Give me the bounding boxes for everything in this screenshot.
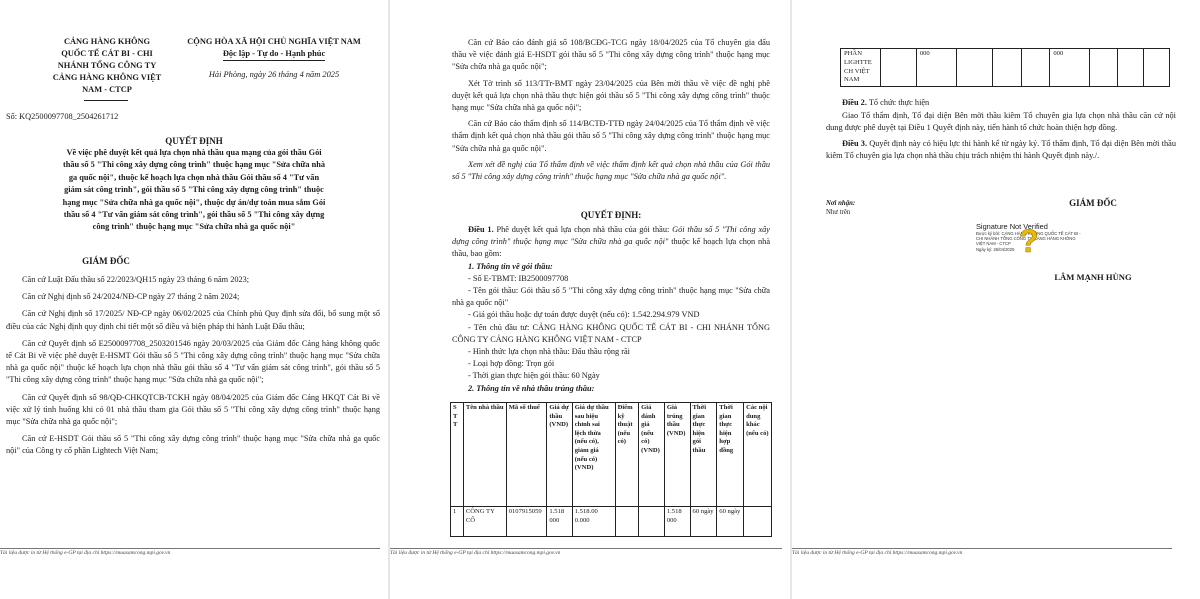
winning-bidder-table: [450, 402, 772, 537]
svg-text:?: ?: [1019, 223, 1039, 257]
digital-signature-block: [976, 222, 1146, 262]
table-cell: 0107915059: [506, 507, 547, 537]
document-title: QUYẾT ĐỊNH: [165, 136, 223, 146]
document-page-3: [792, 0, 1200, 599]
signer-title: GIÁM ĐỐC: [1069, 198, 1117, 208]
table-cell: 1.518 000: [547, 507, 572, 537]
table-cell: 000: [916, 49, 956, 87]
place-date: Hải Phòng, ngày 26 tháng 4 năm 2025: [208, 70, 340, 80]
table-header-cell: Giá dự thầu (VND): [547, 403, 572, 507]
table-row: [841, 49, 1170, 87]
section-package-info: 1. Thông tin về gói thầu:: [468, 261, 553, 271]
document-number: Số: KQ2500097708_2504261712: [6, 112, 119, 121]
legal-basis-item: Căn cứ Nghị định số 17/2025/ NĐ-CP ngày 06/02/2025 của Chính phủ Quy định sửa đổi, bổ sung một số điều của các Nghị định quy định chi tiết một số điều và biện pháp thi hành Luật Đấu thầu;: [6, 309, 380, 331]
table-header-cell: Giá trúng thầu (VND): [664, 403, 690, 507]
article-1: Điều 1. Phê duyệt kết quả lựa chọn nhà thầu của gói thầu: Gói thầu số 5 "Thi công xây dựng công trình" thuộc hạng mục "Sửa chữa nhà ga quốc nội" thuộc kế hoạch lựa chọn nhà thầu, bao gồm: 1. Thông tin về gói thầu: - Số E-TBMT: IB2500097708 - Tên gói thầu: Gói thầu số 5 "Thi công xây dựng công trình" thuộc hạng mục "Sửa chữa nhà ga quốc nội" - Giá gói thầu hoặc dự toán được duyệt (nếu có): 1.542.294.979 VND - Tên chủ đầu tư: CẢNG HÀNG KHÔNG QUỐC TẾ CÁT BI - CHI NHÁNH TỔNG CÔNG TY CẢNG HÀNG KHÔNG VIỆT NAM - CTCP - Hình thức lựa chọn nhà thầu: Đấu thầu rộng rãi - Loại hợp đồng: Trọn gói - Thời gian thực hiện gói thầu: 60 Ngày 2. Thông tin về nhà thầu trúng thầu:: [452, 224, 770, 395]
legal-basis-item: Căn cứ E-HSDT Gói thầu số 5 "Thi công xây dựng công trình" thuộc hạng mục "Sửa chữa nhà ga quốc nội" của Công ty cổ phần Lightech Việt Nam;: [6, 434, 380, 456]
article-1-label: Điều 1.: [468, 225, 494, 234]
national-motto: Độc lập - Tự do - Hạnh phúc: [176, 48, 372, 61]
table-cell: 1.518 000: [664, 507, 690, 537]
table-header-row: [451, 403, 772, 507]
legal-basis-list: [6, 274, 380, 458]
footer-rule: [792, 548, 1172, 549]
decision-heading: QUYẾT ĐỊNH:: [580, 210, 642, 220]
table-header-cell: Mã số thuế: [506, 403, 547, 507]
package-info-item: - Tên gói thầu: Gói thầu số 5 "Thi công xây dựng công trình" thuộc hạng mục "Sửa chữa nhà ga quốc nội": [452, 286, 770, 308]
authority-title: GIÁM ĐỐC: [82, 256, 130, 266]
recipients: Nơi nhận: Như trên: [826, 200, 856, 216]
table-cell: [615, 507, 639, 537]
article-3: Điều 3. Quyết định này có hiệu lực thi hành kể từ ngày ký. Tổ thẩm định, Tổ đại diện Bên mời thầu kiêm Tổ chuyên gia lựa chọn nhà thầu chịu trách nhiệm thi hành Quyết định này./.: [826, 138, 1176, 161]
table-header-cell: S T T: [451, 403, 464, 507]
footer-rule: [0, 548, 380, 549]
issuing-organization: CẢNG HÀNG KHÔNG QUỐC TẾ CÁT BI - CHI NHÁNH TỔNG CÔNG TY CẢNG HÀNG KHÔNG VIỆT NAM - CTCP: [52, 37, 162, 94]
signature-status: Signature Not Verified: [976, 222, 1048, 231]
table-cell: [639, 507, 665, 537]
package-info-item: - Loại hợp đồng: Trọn gói: [468, 359, 555, 369]
appraisal-request: Xem xét đề nghị của Tổ thẩm định về việc thẩm định kết quả chọn nhà thầu của Gói thầu số 5 "Thi công xây dựng công trình" thuộc hạng mục "Sửa chữa nhà ga quốc nội".: [452, 159, 770, 182]
review-basis-item: Căn cứ Báo cáo thẩm định số 114/BCTĐ-TTĐ ngày 24/04/2025 của Tổ thẩm định về việc thẩm định kết quả chọn nhà thầu gói thầu số 5 "Thi công xây dựng công trình" thuộc hạng mục "Sửa chữa nhà ga quốc nội".: [452, 119, 770, 153]
table-header-cell: Tên nhà thầu: [463, 403, 506, 507]
document-page-2: [390, 0, 790, 599]
table-cell: 60 ngày: [717, 507, 744, 537]
table-cell: 60 ngày: [690, 507, 717, 537]
package-info-item: - Thời gian thực hiện gói thầu: 60 Ngày: [468, 371, 600, 381]
table-row: [451, 507, 772, 537]
org-underline: [84, 100, 128, 101]
signature-details: Được ký bởi: CẢNG HÀNG KHÔNG QUỐC TẾ CÁT BI - CHI NHÁNH TỔNG CÔNG TY CẢNG HÀNG KHÔNG VIỆT NAM - CTCP Ngày ký: 26/04/2025: [976, 231, 1081, 252]
signature-question-mark-icon: [1016, 223, 1040, 257]
footer-rule: [390, 548, 782, 549]
page-footer: Tài liệu được in từ Hệ thống e-GP tại địa chỉ https://muasamcong.mpi.gov.vn: [390, 550, 561, 556]
table-cell: [744, 507, 772, 537]
package-info-item: - Giá gói thầu hoặc dự toán được duyệt (nếu có): 1.542.294.979 VND: [468, 310, 700, 320]
bidder-table-continuation: [840, 48, 1170, 87]
section-winner-info: 2. Thông tin về nhà thầu trúng thầu:: [468, 383, 595, 393]
signer-name: LÂM MẠNH HÙNG: [1054, 272, 1132, 282]
article-2-heading: Điều 2. Tổ chức thực hiện: [842, 98, 930, 107]
articles-2-3: [826, 97, 1176, 163]
legal-basis-item: Căn cứ Quyết định số 98/QĐ-CHKQTCB-TCKH ngày 08/04/2025 của Giám đốc Cảng HKQT Cát Bi về việc xử lý tình huống khi có 01 nhà thầu tham gia Gói thầu số 5 "Thi công xây dựng công trình" thuộc hạng mục "Sửa chữa nhà ga quốc nội";: [6, 392, 380, 427]
table-cell: PHẦN LIGHTTE CH VIỆT NAM: [841, 49, 881, 87]
document-subject: Về việc phê duyệt kết quả lựa chọn nhà thầu qua mạng của gói thầu Gói thầu số 5 "Thi công xây dựng công trình" thuộc hạng mục "Sửa chữa nhà ga quốc nội", thuộc kế hoạch lựa chọn nhà thầu Gói thầu số 4 "Tư vấn giám sát công trình", gói thầu số 5 "Thi công xây dựng công trình" thuộc hạng mục "Sửa chữa nhà ga quốc nội", thuộc dự án/dự toán mua sắm Gói thầu số 4 "Tư vấn giám sát công trình", gói thầu số 5 "Thi công xây dựng công trình" thuộc hạng mục "Sửa chữa nhà ga quốc nội": [62, 148, 326, 232]
document-page-1: [0, 0, 388, 599]
table-cell: 1.518.00 0.000: [572, 507, 615, 537]
page-footer: Tài liệu được in từ Hệ thống e-GP tại địa chỉ https://muasamcong.mpi.gov.vn: [792, 550, 963, 556]
page-footer: Tài liệu được in từ Hệ thống e-GP tại địa chỉ https://muasamcong.mpi.gov.vn: [0, 550, 171, 556]
table-header-cell: Các nội dung khác (nếu có): [744, 403, 772, 507]
table-header-cell: Thời gian thực hiện hợp đồng: [717, 403, 744, 507]
table-header-cell: Điểm kỹ thuật (nếu có): [615, 403, 639, 507]
table-cell: CÔNG TY CỔ: [463, 507, 506, 537]
package-name: Gói thầu số 5 "Thi công xây dựng công trình" thuộc hạng mục "Sửa chữa nhà ga quốc nội": [452, 225, 770, 247]
review-basis-item: Căn cứ Báo cáo đánh giá số 108/BCĐG-TCG ngày 18/04/2025 của Tổ chuyên gia đấu thầu về việc đánh giá E-HSDT gói thầu số 5 "Thi công xây dựng công trình" thuộc hạng mục "Sửa chữa nhà ga quốc nội";: [452, 38, 770, 72]
review-basis-item: Xét Tờ trình số 113/TTr-BMT ngày 23/04/2025 của Bên mời thầu về việc đề nghị phê duyệt kết quả lựa chọn nhà thầu thực hiện gói thầu số 5 "Thi công xây dựng công trình" thuộc hạng mục "Sửa chữa nhà ga quốc nội";: [452, 78, 770, 113]
national-header: CỘNG HÒA XÃ HỘI CHỦ NGHĨA VIỆT NAM Độc lập - Tự do - Hạnh phúc Hải Phòng, ngày 26 tháng 4 năm 2025: [176, 36, 372, 82]
table-cell: 1: [451, 507, 464, 537]
table-header-cell: Thời gian thực hiện gói thầu: [690, 403, 717, 507]
legal-basis-item: Căn cứ Luật Đấu thầu số 22/2023/QH15 ngày 23 tháng 6 năm 2023;: [22, 275, 250, 284]
package-info-item: - Tên chủ đầu tư: CẢNG HÀNG KHÔNG QUỐC TẾ CÁT BI - CHI NHÁNH TỔNG CÔNG TY CẢNG HÀNG KHÔNG VIỆT NAM - CTCP: [452, 322, 770, 344]
package-info-item: - Số E-TBMT: IB2500097708: [468, 273, 569, 283]
package-info-item: - Hình thức lựa chọn nhà thầu: Đấu thầu rộng rãi: [468, 347, 630, 357]
table-header-cell: Giá dự thầu sau hiệu chỉnh sai lệch thừa (nếu có), giảm giá (nếu có) (VND): [572, 403, 615, 507]
review-basis-list: [452, 37, 770, 183]
table-header-cell: Giá đánh giá (nếu có) (VND): [639, 403, 665, 507]
article-2-text: Giao Tổ thẩm định, Tổ đại diện Bên mời thầu kiêm Tổ chuyên gia lựa chọn nhà thầu căn cứ nội dung được phê duyệt tại Điều 1 Quyết định này, tiến hành tổ chức hoàn thiện hợp đồng.: [826, 110, 1176, 133]
legal-basis-item: Căn cứ Nghị định số 24/2024/NĐ-CP ngày 27 tháng 2 năm 2024;: [22, 292, 240, 302]
legal-basis-item: Căn cứ Quyết định số E2500097708_2503201546 ngày 20/03/2025 của Giám đốc Cảng hàng không quốc tế Cát Bi về việc phê duyệt E-HSMT Gói thầu số 5 "Thi công xây dựng công trình" thuộc hạng mục "Sửa chữa nhà ga quốc nội" thuộc kế hoạch lựa chọn nhà thầu gói thầu số 4 "Tư vấn giám sát công trình", gói thầu số 5 "Thi công xây dựng công trình" thuộc hạng mục "Sửa chữa nhà ga quốc nội";: [6, 338, 380, 385]
table-cell: 000: [1050, 49, 1090, 87]
